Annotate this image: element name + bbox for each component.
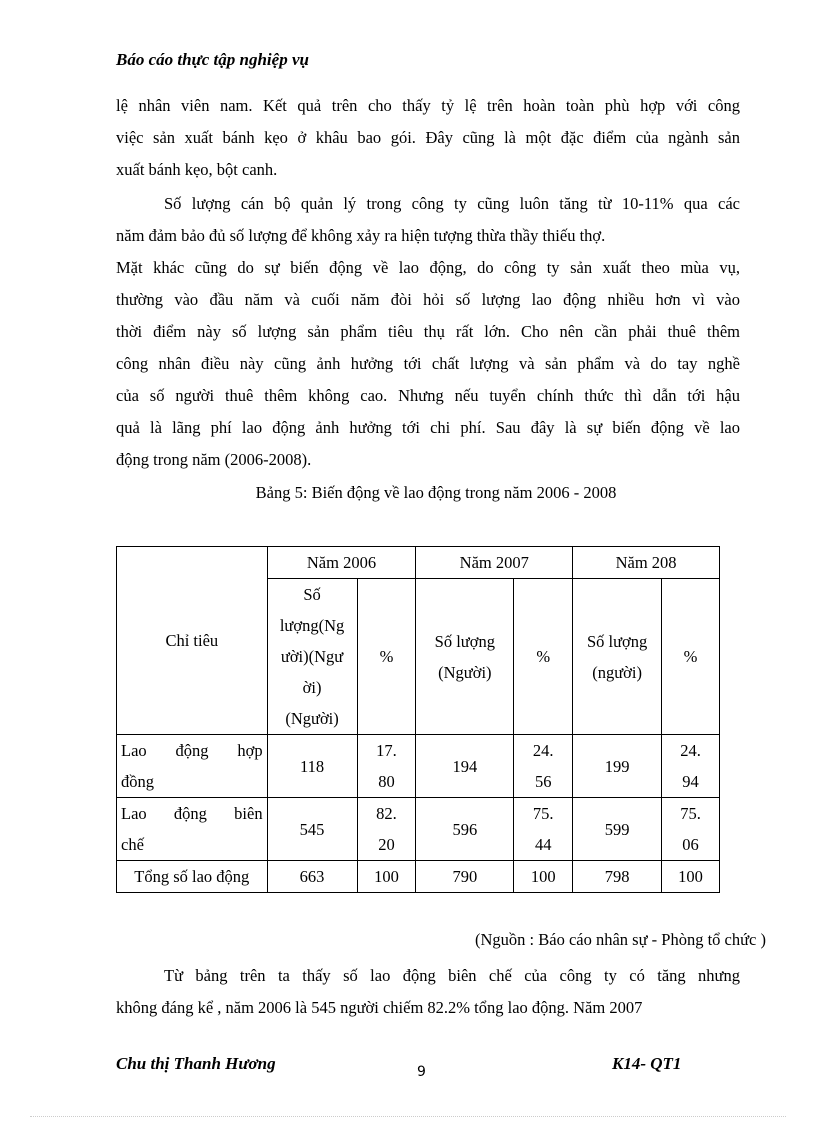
table-source: (Nguồn : Báo cáo nhân sự - Phòng tổ chức ) xyxy=(475,930,766,949)
cell-quantity: 663 xyxy=(267,861,357,893)
header-line: (Người) xyxy=(285,709,339,728)
cell-percent xyxy=(514,735,573,798)
cell-quantity: 545 xyxy=(267,798,357,861)
text-line: thường vào đầu năm và cuối năm đòi hỏi số lượng lao động nhiều hơn vì vào xyxy=(116,290,740,309)
header-line: Số xyxy=(303,585,321,604)
pct-line: 17. xyxy=(376,741,397,760)
cell-quantity: 118 xyxy=(267,735,357,798)
header-line: ười)(Ngư xyxy=(280,647,344,666)
text-line: việc sản xuất bánh kẹo ở khâu bao gói. Đây cũng là một đặc điểm của ngành sản xyxy=(116,128,740,147)
pct-line: 56 xyxy=(534,772,552,791)
text-line: năm đảm bảo đủ số lượng để không xảy ra hiện tượng thừa thầy thiếu thợ. xyxy=(116,226,606,245)
cell-quantity: 599 xyxy=(573,798,662,861)
pct-line: 80 xyxy=(378,772,395,791)
text-line: Số lượng cán bộ quản lý trong công ty cũng luôn tăng từ 10-11% qua các xyxy=(164,194,740,213)
cell-percent: 100 xyxy=(662,861,720,893)
percent-header: % xyxy=(514,579,573,735)
label-line: Lao động biên xyxy=(121,804,263,823)
quantity-header-2007 xyxy=(416,579,514,735)
label-line: Lao động hợp xyxy=(121,741,263,760)
cell-percent: 100 xyxy=(514,861,573,893)
year-header: Năm 2006 xyxy=(267,547,416,579)
text-line: của số người thuê thêm không cao. Nhưng nếu tuyển chính thức thì dẫn tới hậu xyxy=(116,386,740,405)
percent-header: % xyxy=(357,579,416,735)
label-line: đồng xyxy=(121,772,154,791)
table-caption: Bảng 5: Biến động về lao động trong năm 2006 - 2008 xyxy=(255,483,617,502)
footer-author: Chu thị Thanh Hương xyxy=(116,1054,276,1073)
header-line: lượng(Ng xyxy=(279,616,345,635)
row-label xyxy=(117,735,268,798)
text-line: lệ nhân viên nam. Kết quả trên cho thấy tỷ lệ trên hoàn toàn phù hợp với công xyxy=(116,96,740,115)
pct-line: 75. xyxy=(680,804,701,823)
year-header: Năm 208 xyxy=(573,547,720,579)
label-line: chế xyxy=(121,835,144,854)
text-line: động trong năm (2006-2008). xyxy=(116,450,312,469)
table-header-row xyxy=(117,547,720,579)
table-row xyxy=(117,798,720,861)
pct-line: 06 xyxy=(682,835,699,854)
row-label xyxy=(117,798,268,861)
cell-percent xyxy=(357,735,416,798)
label-line-spread xyxy=(121,735,263,766)
column-header-indicator: Chỉ tiêu xyxy=(117,547,268,735)
header-line: ời) xyxy=(302,678,322,697)
pct-line: 82. xyxy=(376,804,397,823)
header-line: Số lượng xyxy=(434,631,495,651)
cell-percent xyxy=(662,735,720,798)
text-line: Mặt khác cũng do sự biến động về lao động, do công ty sản xuất theo mùa vụ, xyxy=(116,258,740,277)
text-line: quả là lãng phí lao động ảnh hưởng tới chi phí. Sau đây là sự biến động về lao xyxy=(116,418,740,437)
text-line: không đáng kể , năm 2006 là 545 người chiếm 82.2% tổng lao động. Năm 2007 xyxy=(116,998,643,1017)
cell-quantity: 798 xyxy=(573,861,662,893)
row-label: Tổng số lao động xyxy=(117,861,268,893)
page-number: 9 xyxy=(417,1064,426,1080)
footer-class: K14- QT1 xyxy=(612,1054,682,1073)
text-line: thời điểm này số lượng sản phẩm tiêu thụ rất lớn. Cho nên cần phải thuê thêm xyxy=(116,322,740,341)
cell-percent xyxy=(514,798,573,861)
cell-percent xyxy=(357,798,416,861)
quantity-header-2008 xyxy=(573,579,662,735)
cell-percent: 100 xyxy=(357,861,416,893)
cell-quantity: 194 xyxy=(416,735,514,798)
percent-header: % xyxy=(662,579,720,735)
pct-line: 75. xyxy=(532,804,554,823)
header-line: (Người) xyxy=(438,662,492,682)
page-bottom-divider xyxy=(30,1116,786,1117)
pct-line: 44 xyxy=(534,835,552,854)
header-line: (người) xyxy=(592,662,642,682)
paragraph-1 xyxy=(116,90,740,186)
table-row-total xyxy=(117,861,720,893)
text-line: công nhân điều này cũng ảnh hưởng tới chất lượng và sản phẩm và do tay nghề xyxy=(116,354,740,373)
quantity-header-2006 xyxy=(267,579,357,735)
paragraph-3 xyxy=(116,252,740,476)
year-header: Năm 2007 xyxy=(416,547,573,579)
pct-line: 20 xyxy=(378,835,395,854)
paragraph-2 xyxy=(116,188,740,252)
cell-quantity: 596 xyxy=(416,798,514,861)
labor-table xyxy=(116,546,720,893)
text-line: xuất bánh kẹo, bột canh. xyxy=(116,160,278,179)
running-header: Báo cáo thực tập nghiệp vụ xyxy=(116,50,309,69)
header-line: Số lượng xyxy=(586,631,648,651)
cell-percent xyxy=(662,798,720,861)
table-row xyxy=(117,735,720,798)
text-line: Từ bảng trên ta thấy số lao động biên chế của công ty có tăng nhưng xyxy=(164,966,740,985)
pct-line: 24. xyxy=(680,741,701,760)
cell-quantity: 199 xyxy=(573,735,662,798)
pct-line: 24. xyxy=(532,741,554,760)
pct-line: 94 xyxy=(682,772,699,791)
paragraph-4 xyxy=(116,960,740,1024)
cell-quantity: 790 xyxy=(416,861,514,893)
